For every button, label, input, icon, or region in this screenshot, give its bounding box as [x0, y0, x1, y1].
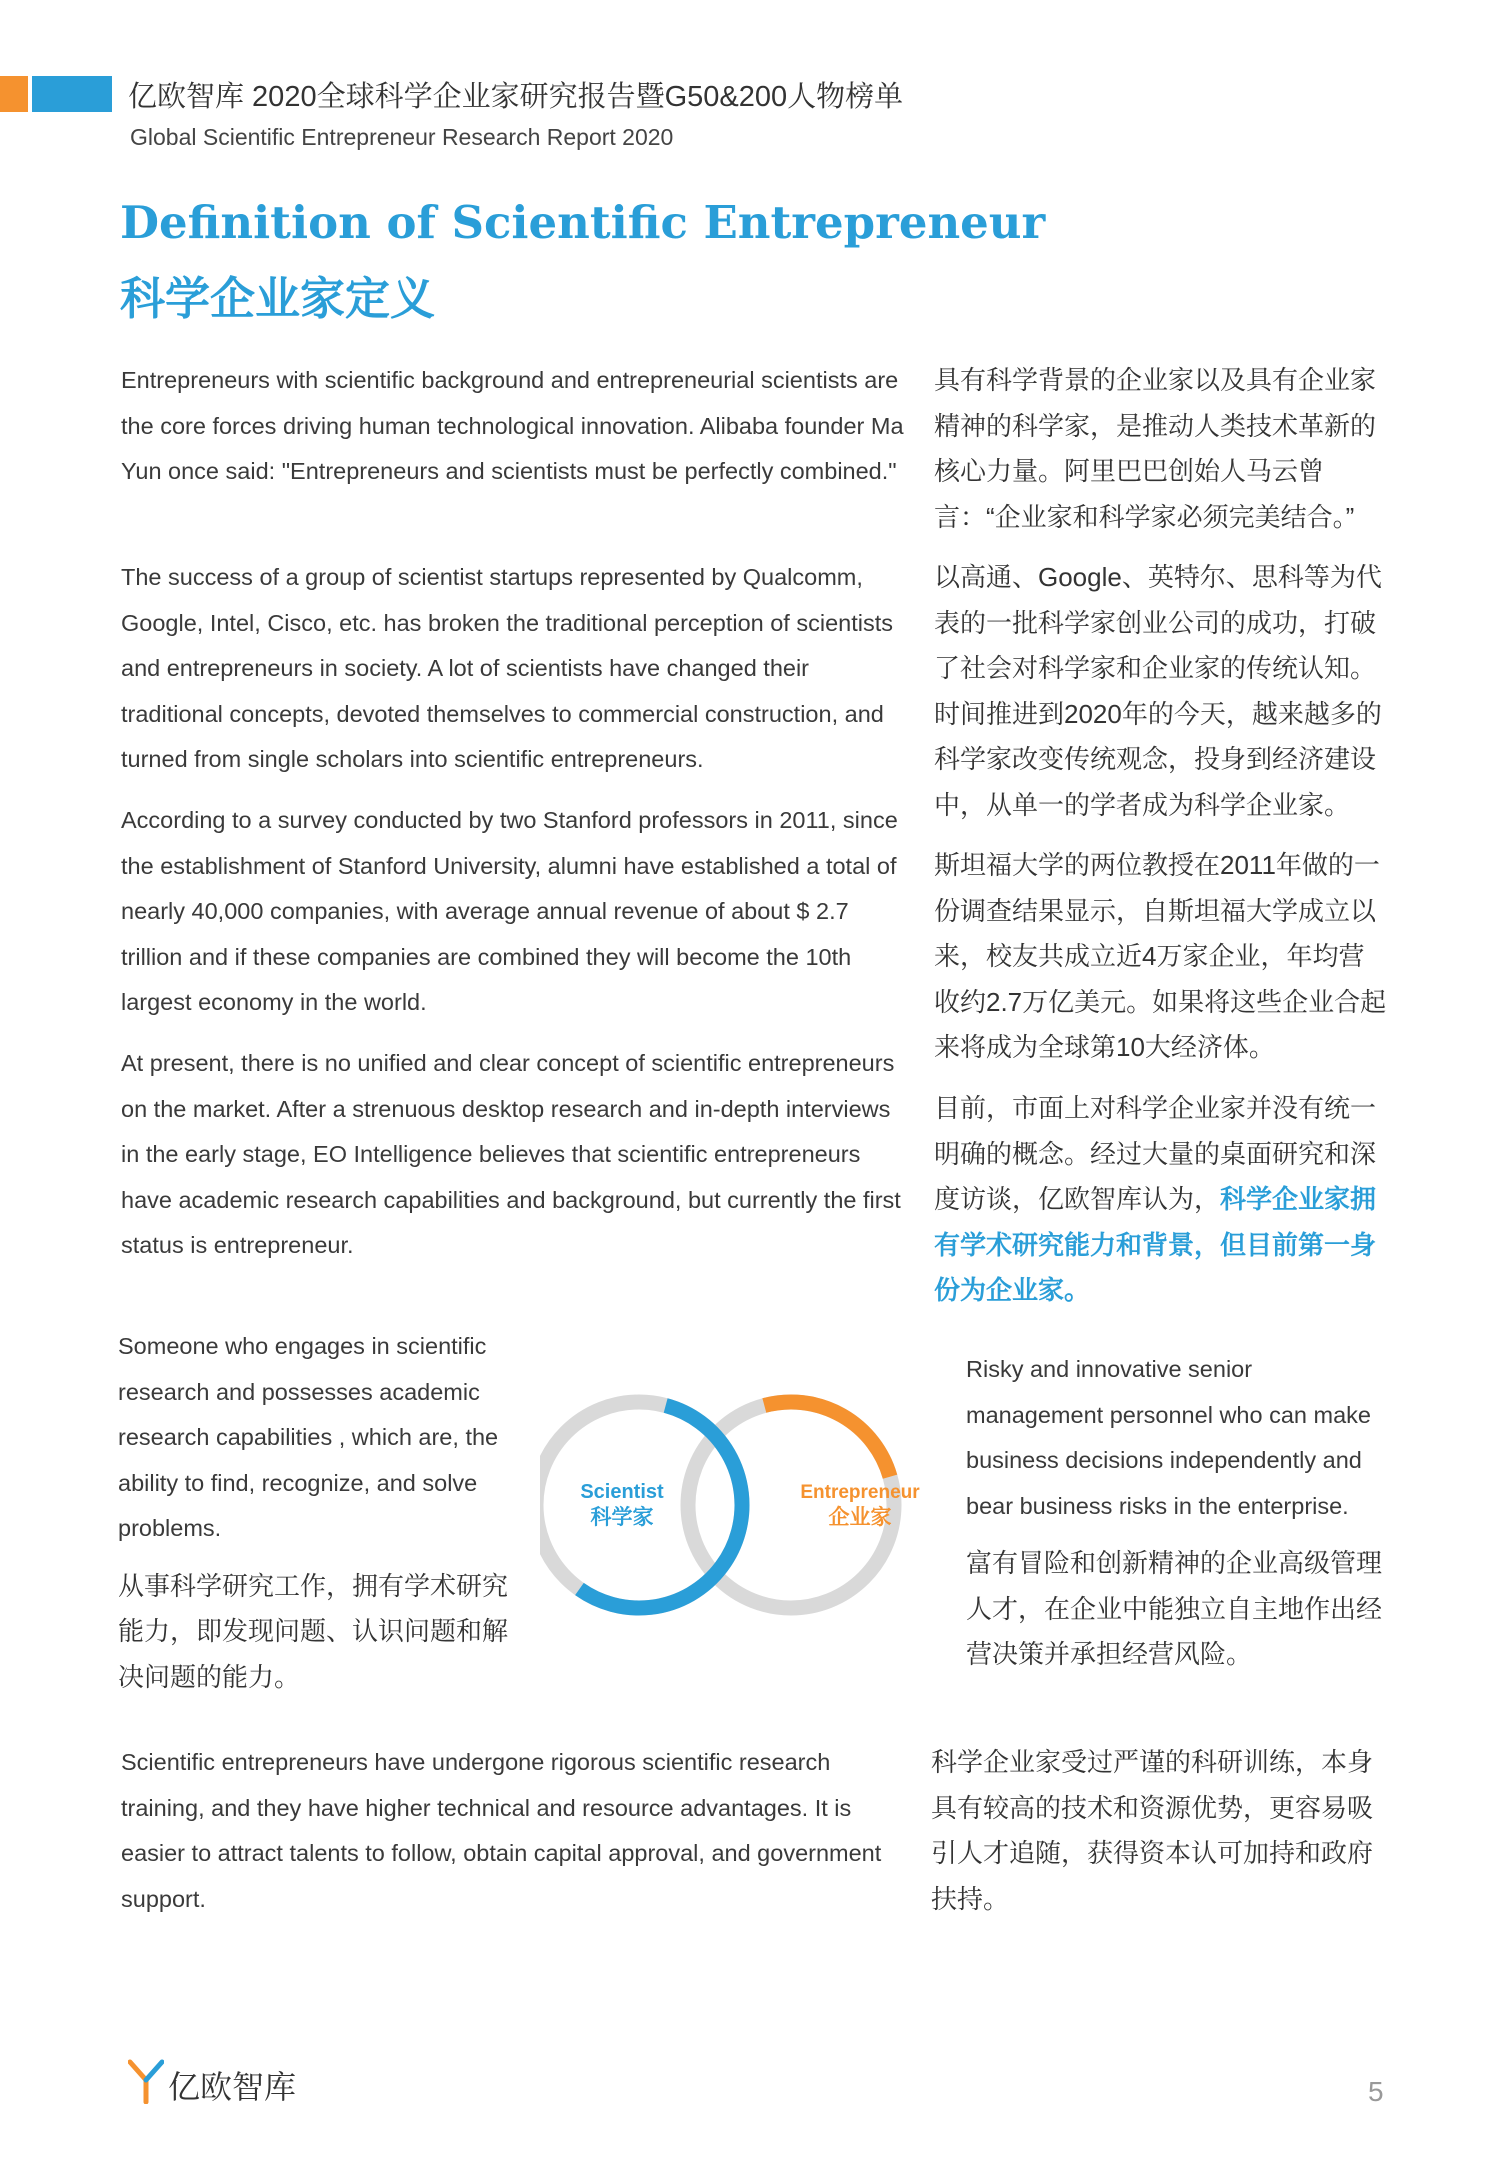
entrepreneur-desc-en: Risky and innovative senior management personnel who can make business decisions independently and bear business risks in the enterprise. — [966, 1356, 1371, 1519]
closing-paragraph-en: Scientific entrepreneurs have undergone rigorous scientific research training, and they have higher technical and resource advantages. It is easier to attract talents to follow, obtain capital approval, and government support. — [121, 1749, 882, 1912]
report-title-cn: 亿欧智库 2020全球科学企业家研究报告暨G50&200人物榜单 — [128, 81, 904, 113]
closing-paragraph-cn: 科学企业家受过严谨的科研训练，本身具有较高的技术和资源优势，更容易吸引人才追随，获得资本认可加持和政府扶持。 — [931, 1747, 1374, 1914]
entrepreneur-label-cn: 企业家 — [828, 1506, 892, 1529]
scientist-desc-en: Someone who engages in scientific research and possesses academic research capabilities , which are, the ability to find, recognize, and solve problems. — [118, 1333, 499, 1541]
scientist-description — [118, 1324, 518, 1700]
header-accent-blue — [32, 76, 112, 112]
scientist-label-cn: 科学家 — [590, 1506, 654, 1529]
scientist-entrepreneur-diagram — [540, 1380, 940, 1640]
page-number: 5 — [1368, 2076, 1384, 2107]
paragraph-en-1: Entrepreneurs with scientific background and entrepreneurial scientists are the core forces driving human technological innovation. Alibaba founder Ma Yun once said: "Entrepreneurs and scientists must be perfectly combined." — [121, 367, 904, 484]
section-title-cn: 科学企业家定义 — [120, 273, 436, 324]
logo-text: 亿欧智库 — [168, 2069, 297, 2105]
paragraph-en-3: According to a survey conducted by two Stanford professors in 2011, since the establishment of Stanford University, alumni have established a total of nearly 40,000 companies, with average annual revenue of about $ 2.7 trillion and if these companies are combined they will become the 10th largest economy in the world. — [121, 807, 898, 1015]
report-title-en: Global Scientific Entrepreneur Research Report 2020 — [130, 124, 674, 150]
section-title-en: Definition of Scientific Entrepreneur — [120, 196, 1046, 249]
paragraph-cn-4-highlight: 科学企业家拥有学术研究能力和背景，但目前第一身份为企业家。 — [934, 1184, 1377, 1305]
paragraph-cn-1: 具有科学背景的企业家以及具有企业家精神的科学家，是推动人类技术革新的核心力量。阿里巴巴创始人马云曾言：“企业家和科学家必须完美结合。” — [934, 365, 1377, 532]
entrepreneur-desc-cn: 富有冒险和创新精神的企业高级管理人才，在企业中能独立自主地作出经营决策并承担经营风险。 — [966, 1548, 1383, 1669]
paragraph-cn-4 — [934, 1086, 1389, 1314]
eo-intelligence-logo — [128, 2058, 308, 2104]
logo-mark-icon — [128, 2058, 164, 2104]
header-accent-orange — [0, 76, 28, 112]
entrepreneur-description — [966, 1347, 1390, 1678]
paragraph-en-2: The success of a group of scientist startups represented by Qualcomm, Google, Intel, Cisco, etc. has broken the traditional perception of scientists and entrepreneurs in society. A lot of scientists have changed their traditional concepts, devoted themselves to commercial construction, and turned from single scholars into scientific entrepreneurs. — [121, 564, 894, 772]
paragraph-cn-4-text: 目前，市面上对科学企业家并没有统一明确的概念。经过大量的桌面研究和深度访谈，亿欧智库认为， — [934, 1093, 1377, 1214]
entrepreneur-label-en: Entrepreneur — [800, 1482, 920, 1503]
paragraph-cn-3: 斯坦福大学的两位教授在2011年做的一份调查结果显示，自斯坦福大学成立以来，校友共成立近4万家企业，年均营收约2.7万亿美元。如果将这些企业合起来将成为全球第10大经济体。 — [934, 850, 1387, 1062]
paragraph-en-4: At present, there is no unified and clear concept of scientific entrepreneurs on the market. After a strenuous desktop research and in-depth interviews in the early stage, EO Intelligence believes that scientific entrepreneurs have academic research capabilities and background, but currently the first status is entrepreneur. — [121, 1050, 901, 1258]
scientist-desc-cn: 从事科学研究工作，拥有学术研究能力，即发现问题、认识问题和解决问题的能力。 — [118, 1570, 509, 1692]
scientist-label-en: Scientist — [580, 1481, 664, 1503]
paragraph-cn-2: 以高通、Google、英特尔、思科等为代表的一批科学家创业公司的成功，打破了社会对科学家和企业家的传统认知。时间推进到2020年的今天，越来越多的科学家改变传统观念，投身到经济建设中，从单一的学者成为科学企业家。 — [934, 562, 1382, 820]
